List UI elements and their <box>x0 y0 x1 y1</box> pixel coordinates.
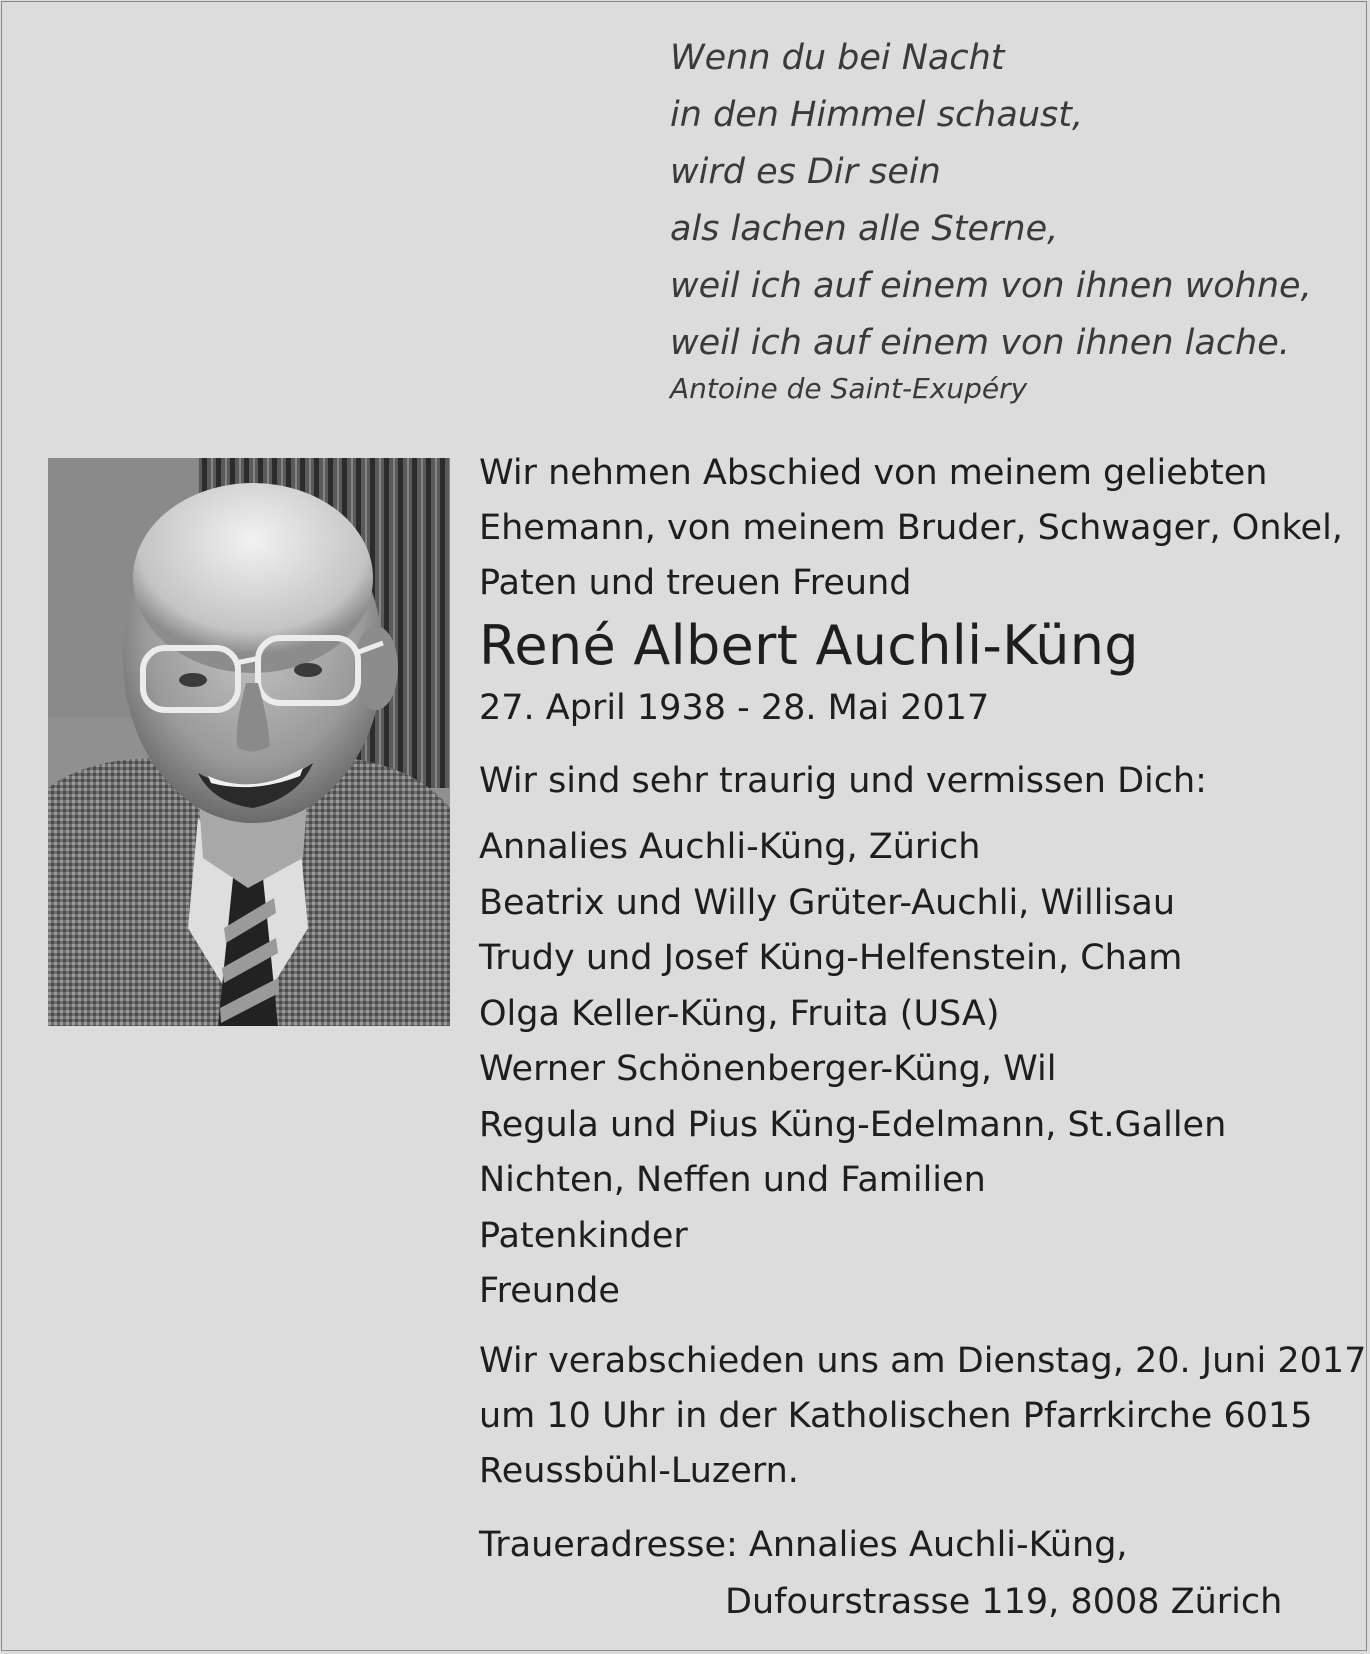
list-item: Nichten, Neffen und Familien <box>479 1160 986 1200</box>
list-item: Werner Schönenberger-Küng, Wil <box>479 1049 1057 1089</box>
deceased-name: René Albert Auchli-Küng <box>479 614 1139 677</box>
mourning-address <box>479 1517 1339 1631</box>
address-line-1: Traueradresse: Annalies Auchli-Küng, <box>479 1524 1128 1565</box>
intro-line: Wir nehmen Abschied von meinem geliebten <box>479 453 1268 493</box>
poem <box>670 30 1312 372</box>
list-item: Freunde <box>479 1271 620 1311</box>
list-item: Patenkinder <box>479 1215 688 1256</box>
poem-author: Antoine de Saint-Exupéry <box>670 372 1028 405</box>
poem-line: weil ich auf einem von ihnen wohne, <box>670 266 1312 306</box>
mourning-heading: Wir sind sehr traurig und vermissen Dich: <box>479 761 1207 801</box>
list-item: Annalies Auchli-Küng, Zürich <box>479 827 981 867</box>
poem-line: wird es Dir sein <box>670 152 941 192</box>
poem-line: als lachen alle Sterne, <box>670 209 1059 249</box>
mourners-list <box>479 820 1339 1320</box>
farewell-intro <box>479 446 1343 611</box>
list-item: Trudy und Josef Küng-Helfenstein, Cham <box>479 938 1183 978</box>
poem-line: Wenn du bei Nacht <box>670 38 1005 78</box>
intro-line: Paten und treuen Freund <box>479 563 912 603</box>
service-info <box>479 1334 1367 1499</box>
list-item: Regula und Pius Küng-Edelmann, St.Gallen <box>479 1104 1227 1145</box>
poem-line: in den Himmel schaust, <box>670 95 1084 135</box>
portrait-photo-icon <box>48 458 450 1026</box>
service-line: um 10 Uhr in der Katholischen Pfarrkirche 6015 <box>479 1395 1313 1436</box>
obituary-body <box>479 446 1367 1631</box>
service-line: Wir verabschieden uns am Dienstag, 20. Juni 2017 <box>479 1340 1367 1381</box>
intro-line: Ehemann, von meinem Bruder, Schwager, Onkel, <box>479 508 1343 548</box>
poem-line: weil ich auf einem von ihnen lache. <box>670 323 1290 363</box>
list-item: Olga Keller-Küng, Fruita (USA) <box>479 993 1000 1034</box>
portrait-photo <box>48 458 450 1026</box>
life-dates: 27. April 1938 - 28. Mai 2017 <box>479 688 990 728</box>
service-line: Reussbühl-Luzern. <box>479 1450 799 1491</box>
address-line-2: Dufourstrasse 119, 8008 Zürich <box>725 1581 1283 1622</box>
list-item: Beatrix und Willy Grüter-Auchli, Willisau <box>479 882 1176 923</box>
